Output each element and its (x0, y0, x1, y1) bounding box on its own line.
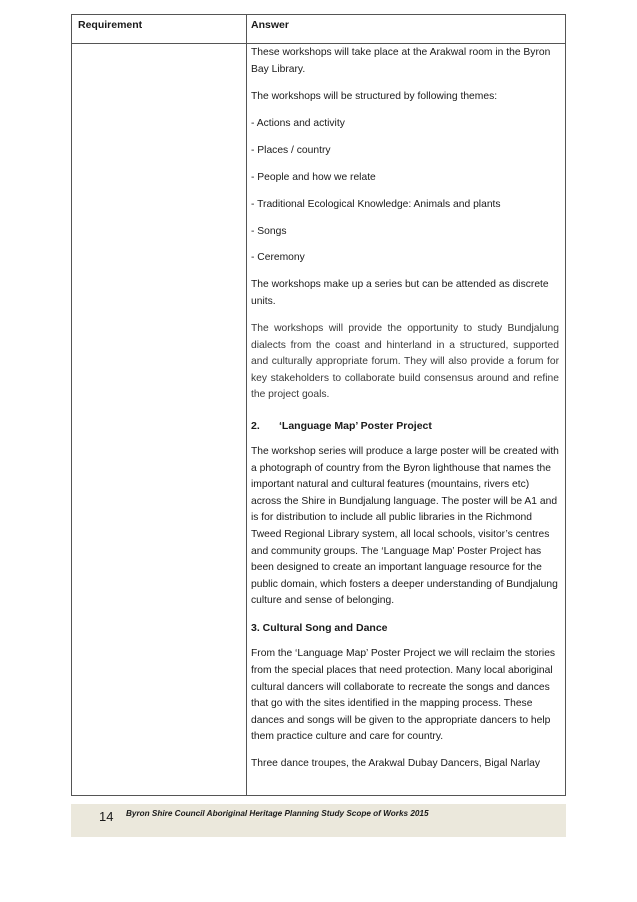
list-item: - People and how we relate (251, 171, 376, 183)
table-header-row (72, 15, 565, 44)
column-divider (246, 15, 247, 795)
list-item: - Ceremony (251, 252, 305, 264)
page-footer (71, 804, 566, 837)
footer-title: Byron Shire Council Aboriginal Heritage Planning Study Scope of Works 2015 (126, 809, 429, 818)
paragraph: These workshops will take place at the Arakwal room in the Byron Bay Library. (251, 47, 551, 75)
paragraph: The workshops will be structured by following themes: (251, 90, 498, 102)
list-item: - Actions and activity (251, 117, 345, 129)
section-2-number: 2. (251, 420, 260, 433)
section-2-paragraph: The workshop series will produce a large poster will be created with a photograph of country from the Byron lighthouse that names the important natural and cultural features (mountains, rivers etc) across the Shire in Bundjalung language. The poster will be A1 and is for distribution to include all public libraries in the Richmond Tweed Regional Library system, all local schools, visitor’s centres and community groups. The ‘Language Map’ Poster Project has been designed to create an important language resource for the public domain, which fosters a deeper understanding of Bundjalung culture and sense of belonging. (251, 446, 559, 607)
section-3-paragraph: From the ‘Language Map’ Poster Project we will reclaim the stories from the special places that need protection. Many local aboriginal cultural dancers will collaborate to recreate the songs and dances that go with the sites identified in the mapping process. These dances and songs will be given to the appropriate dancers to help them practice culture and care for country. (251, 648, 556, 743)
header-requirement: Requirement (78, 19, 143, 31)
opportunity-paragraph: The workshops will provide the opportunity to study Bundjalung dialects from the coast and hinterland in a structured, supported and culturally appropriate forum. They will also provide a forum for key stakeholders to collaborate build consensus around and refine the project goals. (251, 323, 559, 401)
list-item: - Places / country (251, 144, 331, 156)
answer-cell (251, 45, 559, 783)
paragraph: The workshops make up a series but can be attended as discrete units. (251, 279, 549, 308)
section-3-trailing: Three dance troupes, the Arakwal Dubay Dancers, Bigal Narlay (251, 758, 541, 770)
header-answer: Answer (251, 19, 289, 31)
section-3-heading: 3. Cultural Song and Dance (251, 622, 388, 635)
page-number: 14 (99, 809, 114, 824)
list-item: - Songs (251, 225, 287, 237)
section-2-title: ‘Language Map’ Poster Project (279, 420, 432, 433)
requirements-table (71, 14, 566, 796)
section-2-heading (251, 418, 559, 434)
list-item: - Traditional Ecological Knowledge: Animals and plants (251, 198, 501, 210)
